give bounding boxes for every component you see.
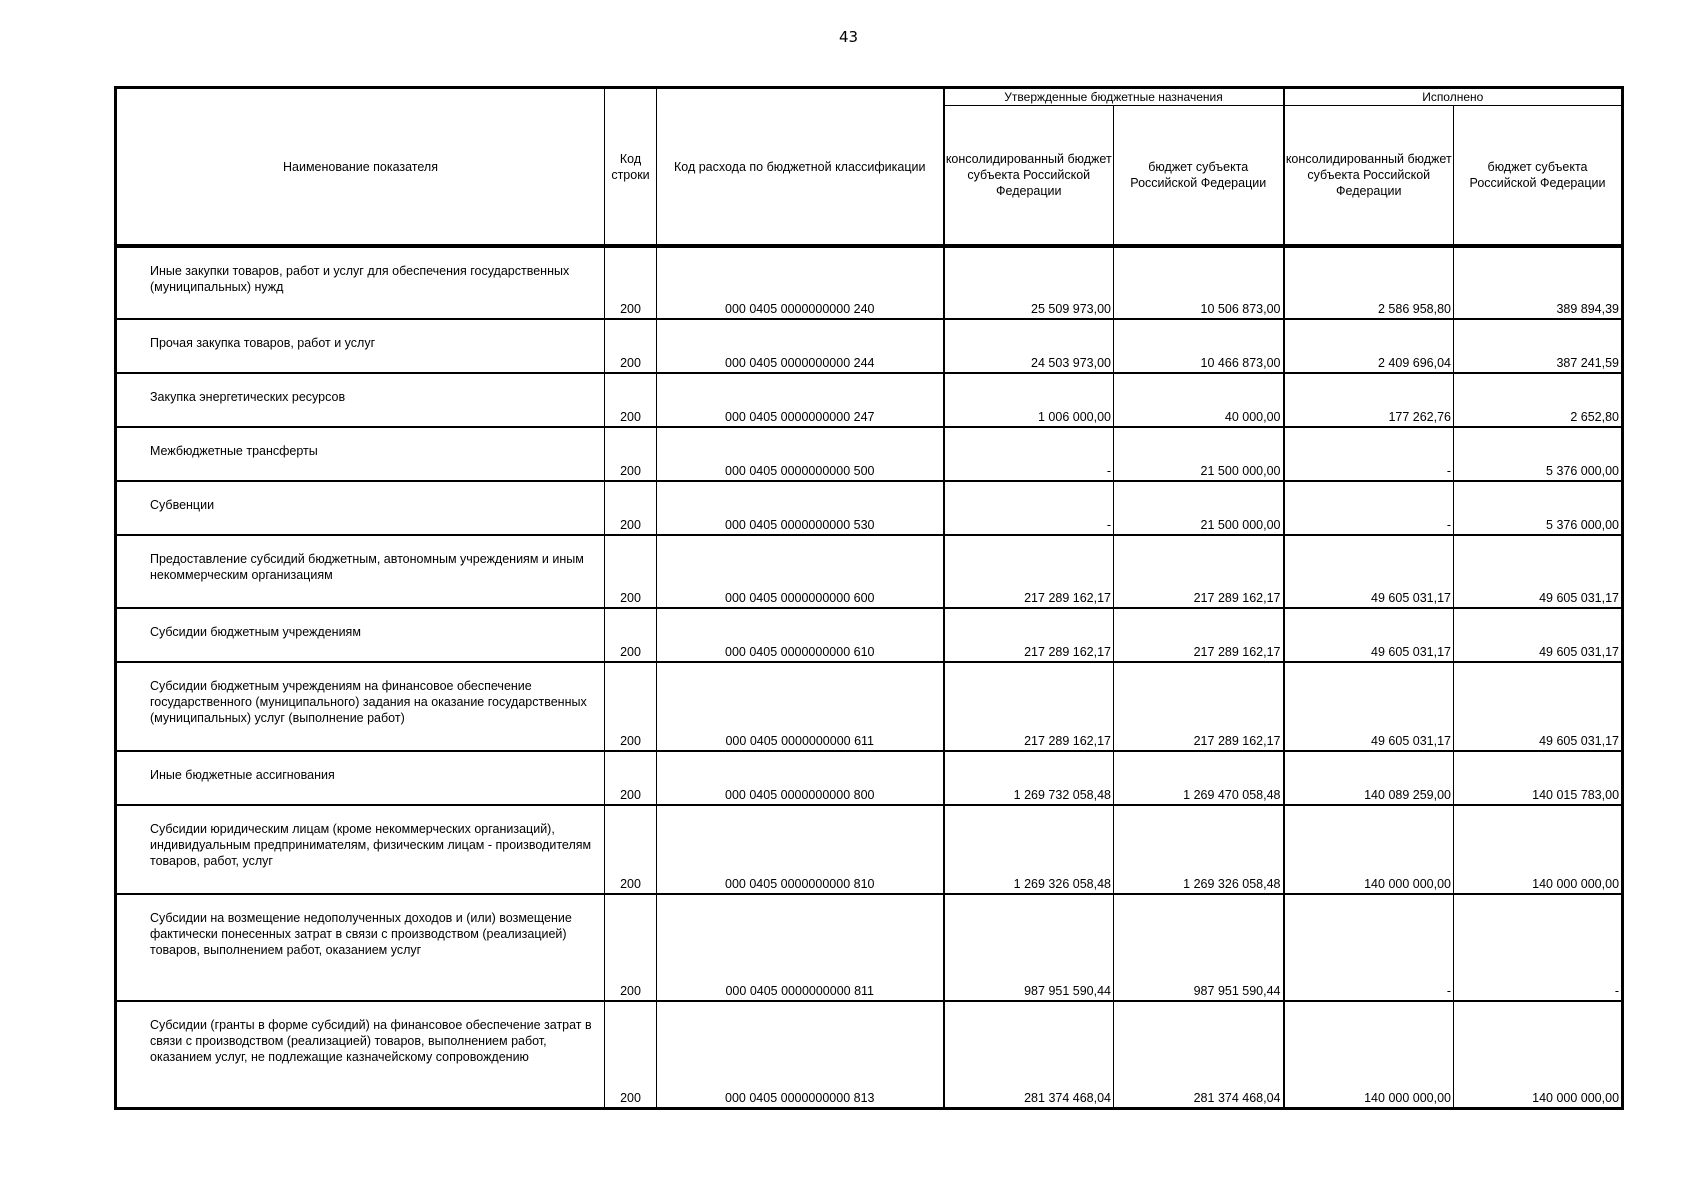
approved-subject-cell: 40 000,00	[1114, 373, 1284, 427]
executed-subject-cell: 389 894,39	[1454, 246, 1623, 319]
header-executed-group: Исполнено	[1284, 88, 1623, 106]
approved-subject-cell: 987 951 590,44	[1114, 894, 1284, 1001]
approved-consolidated-cell: 217 289 162,17	[944, 662, 1114, 751]
classification-code-cell: 000 0405 0000000000 800	[657, 751, 944, 805]
header-line-code: Код строки	[605, 88, 657, 247]
classification-code-cell: 000 0405 0000000000 500	[657, 427, 944, 481]
classification-code-cell: 000 0405 0000000000 611	[657, 662, 944, 751]
table-row	[116, 427, 1623, 481]
approved-subject-cell: 10 506 873,00	[1114, 246, 1284, 319]
executed-subject-cell: -	[1454, 894, 1623, 1001]
header-executed-subject: бюджет субъекта Российской Федерации	[1454, 106, 1623, 247]
indicator-name-cell: Субсидии бюджетным учреждениям	[116, 608, 605, 662]
executed-consolidated-cell: 49 605 031,17	[1284, 662, 1454, 751]
approved-consolidated-cell: -	[944, 427, 1114, 481]
approved-consolidated-cell: 217 289 162,17	[944, 535, 1114, 608]
approved-consolidated-cell: 987 951 590,44	[944, 894, 1114, 1001]
header-approved-consolidated: консолидированный бюджет субъекта Российской Федерации	[944, 106, 1114, 247]
classification-code-cell: 000 0405 0000000000 244	[657, 319, 944, 373]
header-approved-group: Утвержденные бюджетные назначения	[944, 88, 1284, 106]
executed-subject-cell: 49 605 031,17	[1454, 535, 1623, 608]
table-row	[116, 805, 1623, 894]
executed-subject-cell: 49 605 031,17	[1454, 608, 1623, 662]
classification-code-cell: 000 0405 0000000000 811	[657, 894, 944, 1001]
approved-subject-cell: 21 500 000,00	[1114, 427, 1284, 481]
executed-subject-cell: 140 000 000,00	[1454, 805, 1623, 894]
table-row	[116, 662, 1623, 751]
approved-consolidated-cell: 217 289 162,17	[944, 608, 1114, 662]
table-row	[116, 751, 1623, 805]
executed-consolidated-cell: 2 586 958,80	[1284, 246, 1454, 319]
indicator-name-cell: Закупка энергетических ресурсов	[116, 373, 605, 427]
executed-subject-cell: 2 652,80	[1454, 373, 1623, 427]
line-code-cell: 200	[605, 481, 657, 535]
classification-code-cell: 000 0405 0000000000 247	[657, 373, 944, 427]
classification-code-cell: 000 0405 0000000000 813	[657, 1001, 944, 1108]
table-row	[116, 319, 1623, 373]
line-code-cell: 200	[605, 894, 657, 1001]
classification-code-cell: 000 0405 0000000000 600	[657, 535, 944, 608]
report-body	[116, 246, 1623, 1108]
approved-subject-cell: 281 374 468,04	[1114, 1001, 1284, 1108]
executed-consolidated-cell: 140 089 259,00	[1284, 751, 1454, 805]
approved-consolidated-cell: -	[944, 481, 1114, 535]
indicator-name-cell: Субсидии на возмещение недополученных доходов и (или) возмещение фактически понесенных затрат в связи с производством (реализацией) товаров, выполнением работ, оказанием услуг	[116, 894, 605, 1001]
approved-consolidated-cell: 1 269 326 058,48	[944, 805, 1114, 894]
header-indicator-name: Наименование показателя	[116, 88, 605, 247]
executed-subject-cell: 387 241,59	[1454, 319, 1623, 373]
table-row	[116, 481, 1623, 535]
classification-code-cell: 000 0405 0000000000 530	[657, 481, 944, 535]
approved-subject-cell: 21 500 000,00	[1114, 481, 1284, 535]
line-code-cell: 200	[605, 319, 657, 373]
executed-consolidated-cell: 177 262,76	[1284, 373, 1454, 427]
indicator-name-cell: Субвенции	[116, 481, 605, 535]
table-row	[116, 894, 1623, 1001]
executed-consolidated-cell: 140 000 000,00	[1284, 1001, 1454, 1108]
approved-subject-cell: 217 289 162,17	[1114, 662, 1284, 751]
indicator-name-cell: Субсидии юридическим лицам (кроме некоммерческих организаций), индивидуальным предпринимателям, физическим лицам - производителям товаров, работ, услуг	[116, 805, 605, 894]
executed-consolidated-cell: -	[1284, 481, 1454, 535]
table-row	[116, 608, 1623, 662]
header-approved-subject: бюджет субъекта Российской Федерации	[1114, 106, 1284, 247]
approved-consolidated-cell: 1 006 000,00	[944, 373, 1114, 427]
approved-subject-cell: 217 289 162,17	[1114, 608, 1284, 662]
indicator-name-cell: Предоставление субсидий бюджетным, автономным учреждениям и иным некоммерческим организациям	[116, 535, 605, 608]
classification-code-cell: 000 0405 0000000000 240	[657, 246, 944, 319]
executed-consolidated-cell: 49 605 031,17	[1284, 608, 1454, 662]
header-row-main	[116, 88, 1623, 106]
indicator-name-cell: Прочая закупка товаров, работ и услуг	[116, 319, 605, 373]
line-code-cell: 200	[605, 1001, 657, 1108]
executed-consolidated-cell: 49 605 031,17	[1284, 535, 1454, 608]
indicator-name-cell: Субсидии бюджетным учреждениям на финансовое обеспечение государственного (муниципального) задания на оказание государственных (муниципальных) услуг (выполнение работ)	[116, 662, 605, 751]
indicator-name-cell: Иные бюджетные ассигнования	[116, 751, 605, 805]
executed-subject-cell: 5 376 000,00	[1454, 427, 1623, 481]
approved-consolidated-cell: 281 374 468,04	[944, 1001, 1114, 1108]
line-code-cell: 200	[605, 662, 657, 751]
approved-subject-cell: 1 269 326 058,48	[1114, 805, 1284, 894]
executed-consolidated-cell: -	[1284, 894, 1454, 1001]
page-number: 43	[838, 28, 859, 46]
table-row	[116, 246, 1623, 319]
table-row	[116, 1001, 1623, 1108]
approved-subject-cell: 217 289 162,17	[1114, 535, 1284, 608]
approved-consolidated-cell: 24 503 973,00	[944, 319, 1114, 373]
table-row	[116, 373, 1623, 427]
executed-consolidated-cell: 2 409 696,04	[1284, 319, 1454, 373]
approved-subject-cell: 10 466 873,00	[1114, 319, 1284, 373]
indicator-name-cell: Иные закупки товаров, работ и услуг для обеспечения государственных (муниципальных) нужд	[116, 246, 605, 319]
executed-subject-cell: 140 000 000,00	[1454, 1001, 1623, 1108]
approved-consolidated-cell: 1 269 732 058,48	[944, 751, 1114, 805]
line-code-cell: 200	[605, 805, 657, 894]
budget-report-table	[114, 86, 1624, 1110]
executed-subject-cell: 49 605 031,17	[1454, 662, 1623, 751]
approved-consolidated-cell: 25 509 973,00	[944, 246, 1114, 319]
line-code-cell: 200	[605, 427, 657, 481]
line-code-cell: 200	[605, 751, 657, 805]
line-code-cell: 200	[605, 535, 657, 608]
classification-code-cell: 000 0405 0000000000 610	[657, 608, 944, 662]
indicator-name-cell: Межбюджетные трансферты	[116, 427, 605, 481]
header-executed-consolidated: консолидированный бюджет субъекта Российской Федерации	[1284, 106, 1454, 247]
classification-code-cell: 000 0405 0000000000 810	[657, 805, 944, 894]
executed-consolidated-cell: 140 000 000,00	[1284, 805, 1454, 894]
line-code-cell: 200	[605, 608, 657, 662]
executed-subject-cell: 5 376 000,00	[1454, 481, 1623, 535]
executed-consolidated-cell: -	[1284, 427, 1454, 481]
table-row	[116, 535, 1623, 608]
line-code-cell: 200	[605, 373, 657, 427]
header-classification-code: Код расхода по бюджетной классификации	[657, 88, 944, 247]
line-code-cell: 200	[605, 246, 657, 319]
executed-subject-cell: 140 015 783,00	[1454, 751, 1623, 805]
indicator-name-cell: Субсидии (гранты в форме субсидий) на финансовое обеспечение затрат в связи с производством (реализацией) товаров, выполнением работ, оказанием услуг, не подлежащие казначейскому сопровождению	[116, 1001, 605, 1108]
approved-subject-cell: 1 269 470 058,48	[1114, 751, 1284, 805]
